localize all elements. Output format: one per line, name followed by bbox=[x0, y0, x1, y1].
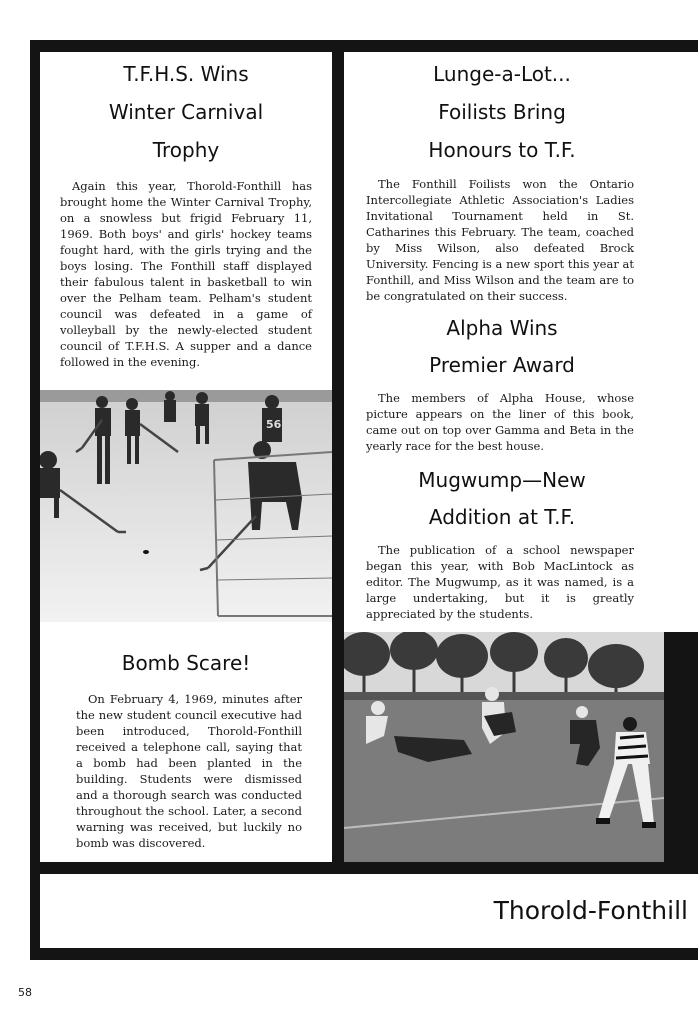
alpha-headline-line-1: Alpha Wins bbox=[446, 316, 558, 340]
mugwump-headline-line-1: Mugwump—New bbox=[418, 468, 586, 492]
trophy-headline-line-3: Trophy bbox=[152, 138, 220, 162]
trophy-headline-line-2: Winter Carnival bbox=[108, 100, 264, 124]
trophy-headline-line-1: T.F.H.S. Wins bbox=[123, 62, 249, 86]
bomb-headline: Bomb Scare! bbox=[121, 651, 251, 675]
fencing-headline-line-1: Lunge-a-Lot... bbox=[433, 62, 571, 86]
alpha-body: The members of Alpha House, whose picture appears on the liner of this book, came out on top over Gamma and Beta in the yearly race for the best house. bbox=[366, 391, 634, 453]
mugwump-body: The publication of a school newspaper began this year, with Bob MacLintock as editor. The Mugwump, as it was named, is a large undertaking, but it is greatly appreciated by the students. bbox=[366, 543, 634, 621]
hockey-jersey-number: 56 bbox=[266, 418, 282, 431]
alpha-headline bbox=[344, 318, 660, 392]
alpha-headline-line-2: Premier Award bbox=[429, 353, 575, 377]
right-column-panel bbox=[344, 52, 698, 632]
hockey-photo bbox=[40, 390, 332, 622]
football-photo bbox=[344, 632, 664, 862]
footer-school-name: Thorold-Fonthill bbox=[493, 896, 688, 925]
page-number: 58 bbox=[18, 986, 32, 999]
fencing-headline-line-3: Honours to T.F. bbox=[428, 138, 576, 162]
mugwump-headline-line-2: Addition at T.F. bbox=[428, 505, 576, 529]
bomb-body: On February 4, 1969, minutes after the new student council executive had been introduced, Thorold-Fonthill received a telephone call, saying that a bomb had been planted in the building. Students were dismissed and a thorough search was conducted throughout the school. Later, a second warning was received, but luckily no bomb was discovered. bbox=[76, 692, 302, 850]
mugwump-headline bbox=[344, 470, 660, 544]
footer-banner bbox=[40, 874, 698, 948]
fencing-body: The Fonthill Foilists won the Ontario Intercollegiate Athletic Association's Ladies Invitational Tournament held in St. Catharines this February. The team, coached by Miss Wilson, also defeated Brock University. Fencing is a new sport this year at Fonthill, and Miss Wilson and the team are to be congratulated on their success. bbox=[366, 177, 634, 303]
trophy-body: Again this year, Thorold-Fonthill has brought home the Winter Carnival Trophy, on a snowless but frigid February 11, 1969. Both boys' and girls' hockey teams fought hard, with the girls trying and the boys losing. The Fonthill staff displayed their fabulous talent in basketball to win over the Pelham team. Pelham's student council was defeated in a game of volleyball by the newly-elected student council of T.F.H.S. A supper and a dance followed in the evening. bbox=[60, 179, 312, 369]
trophy-article-panel bbox=[40, 52, 332, 390]
trophy-headline bbox=[40, 64, 332, 178]
fencing-headline-line-2: Foilists Bring bbox=[438, 100, 566, 124]
bomb-article-panel bbox=[40, 622, 332, 862]
fencing-headline bbox=[344, 64, 660, 178]
